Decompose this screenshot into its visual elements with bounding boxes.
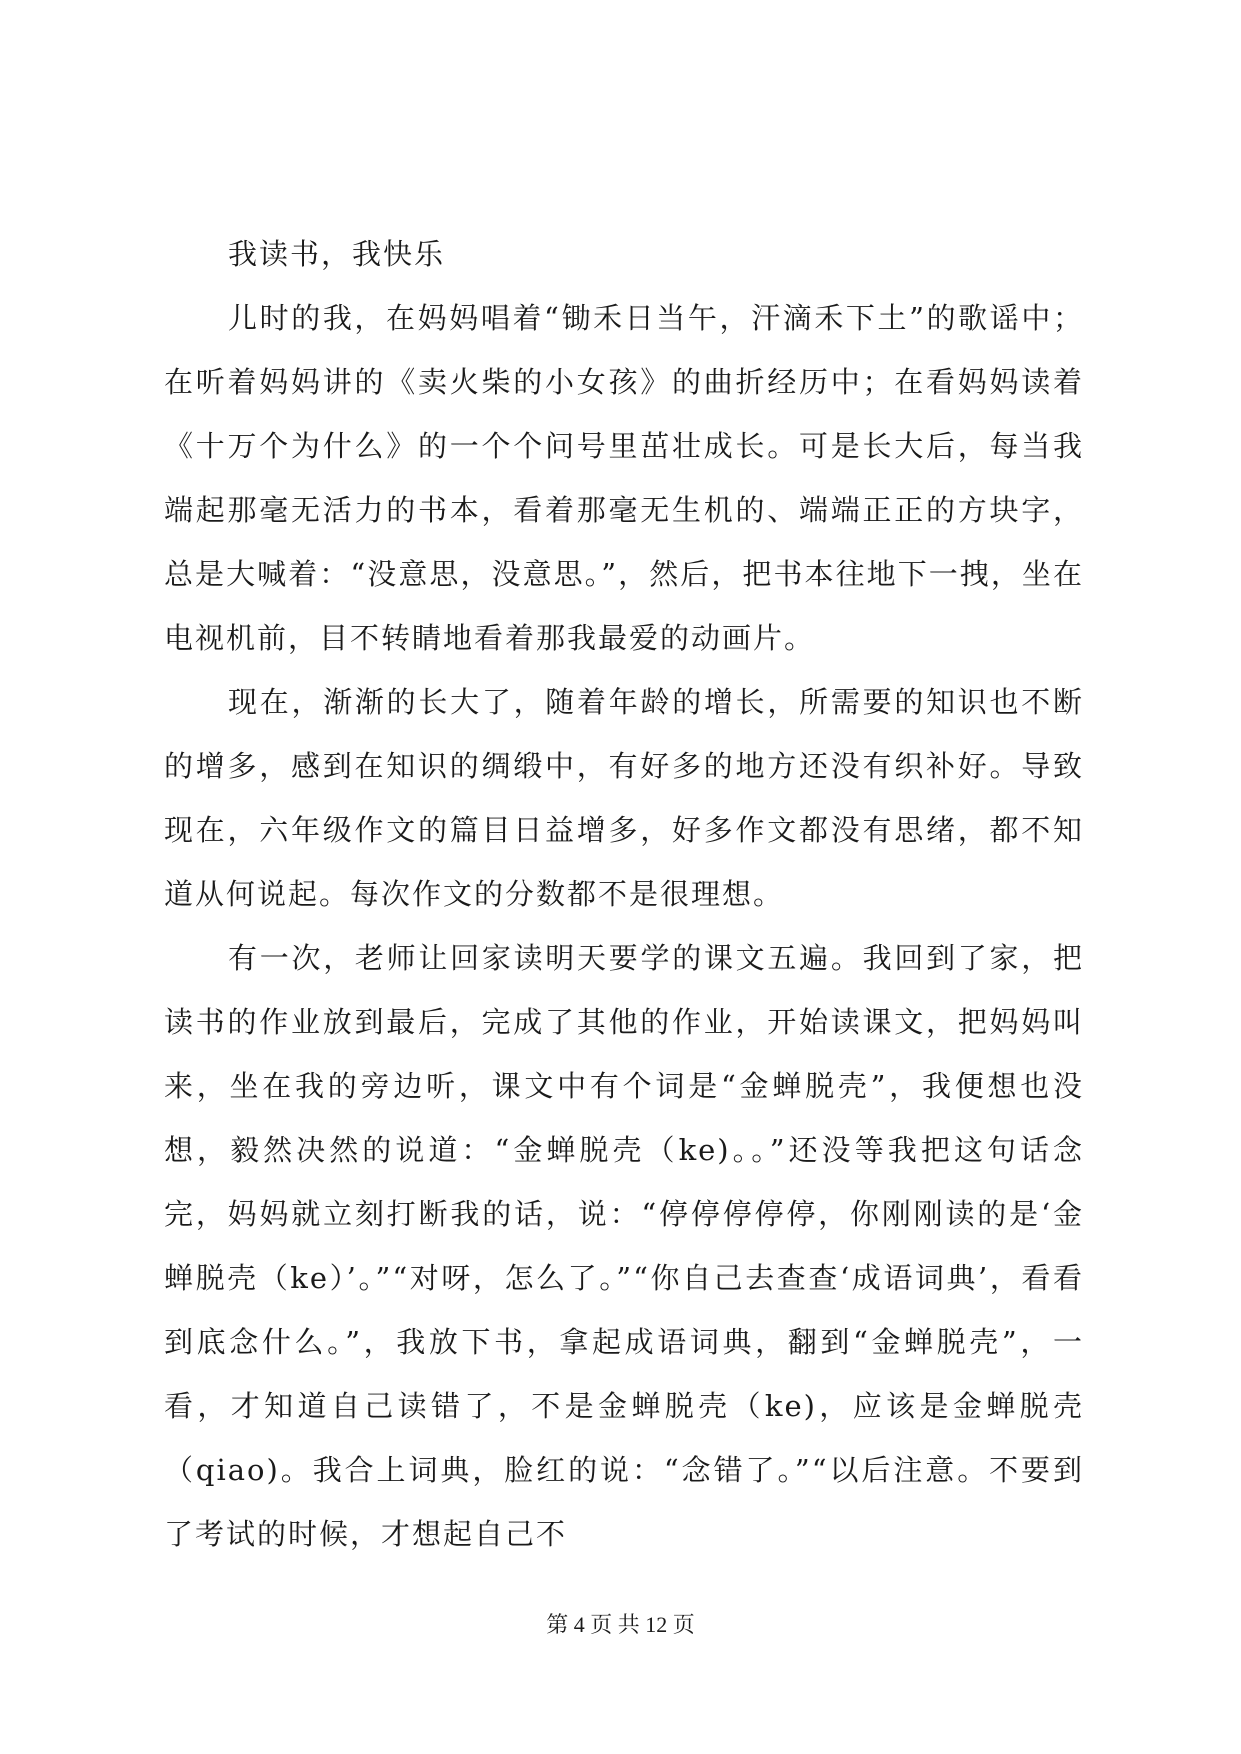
paragraph-1: 儿时的我，在妈妈唱着“锄禾日当午，汗滴禾下土”的歌谣中；在听着妈妈讲的《卖火柴的小女孩》的曲折经历中；在看妈妈读着《十万个为什么》的一个个问号里茁壮成长。可是长大后，每当我端起那毫无活力的书本，看着那毫无生机的、端端正正的方块字，总是大喊着：“没意思，没意思。”，然后，把书本往地下一拽，坐在电视机前，目不转睛地看着那我最爱的动画片。 [164,301,1084,655]
document-body [164,222,1084,1566]
paragraph-3: 有一次，老师让回家读明天要学的课文五遍。我回到了家，把读书的作业放到最后，完成了其他的作业，开始读课文，把妈妈叫来，坐在我的旁边听，课文中有个词是“金蝉脱壳”，我便想也没想，毅然决然的说道：“金蝉脱壳（ke)。。”还没等我把这句话念完，妈妈就立刻打断我的话，说：“停停停停停，你刚刚读的是‘金蝉脱壳（ke）’。”“对呀，怎么了。”“你自己去查查‘成语词典’，看看到底念什么。”，我放下书，拿起成语词典，翻到“金蝉脱壳”，一看，才知道自己读错了，不是金蝉脱壳（ke)，应该是金蝉脱壳（qiao)。我合上词典，脸红的说：“念错了。”“以后注意。不要到了考试的时候，才想起自己不 [164,941,1084,1551]
essay-title: 我读书，我快乐 [228,237,446,271]
page-number-footer: 第 4 页 共 12 页 [546,1612,695,1637]
paragraph-2: 现在，渐渐的长大了，随着年龄的增长，所需要的知识也不断的增多，感到在知识的绸缎中，有好多的地方还没有织补好。导致现在，六年级作文的篇目日益增多，好多作文都没有思绪，都不知道从何说起。每次作文的分数都不是很理想。 [164,685,1084,911]
